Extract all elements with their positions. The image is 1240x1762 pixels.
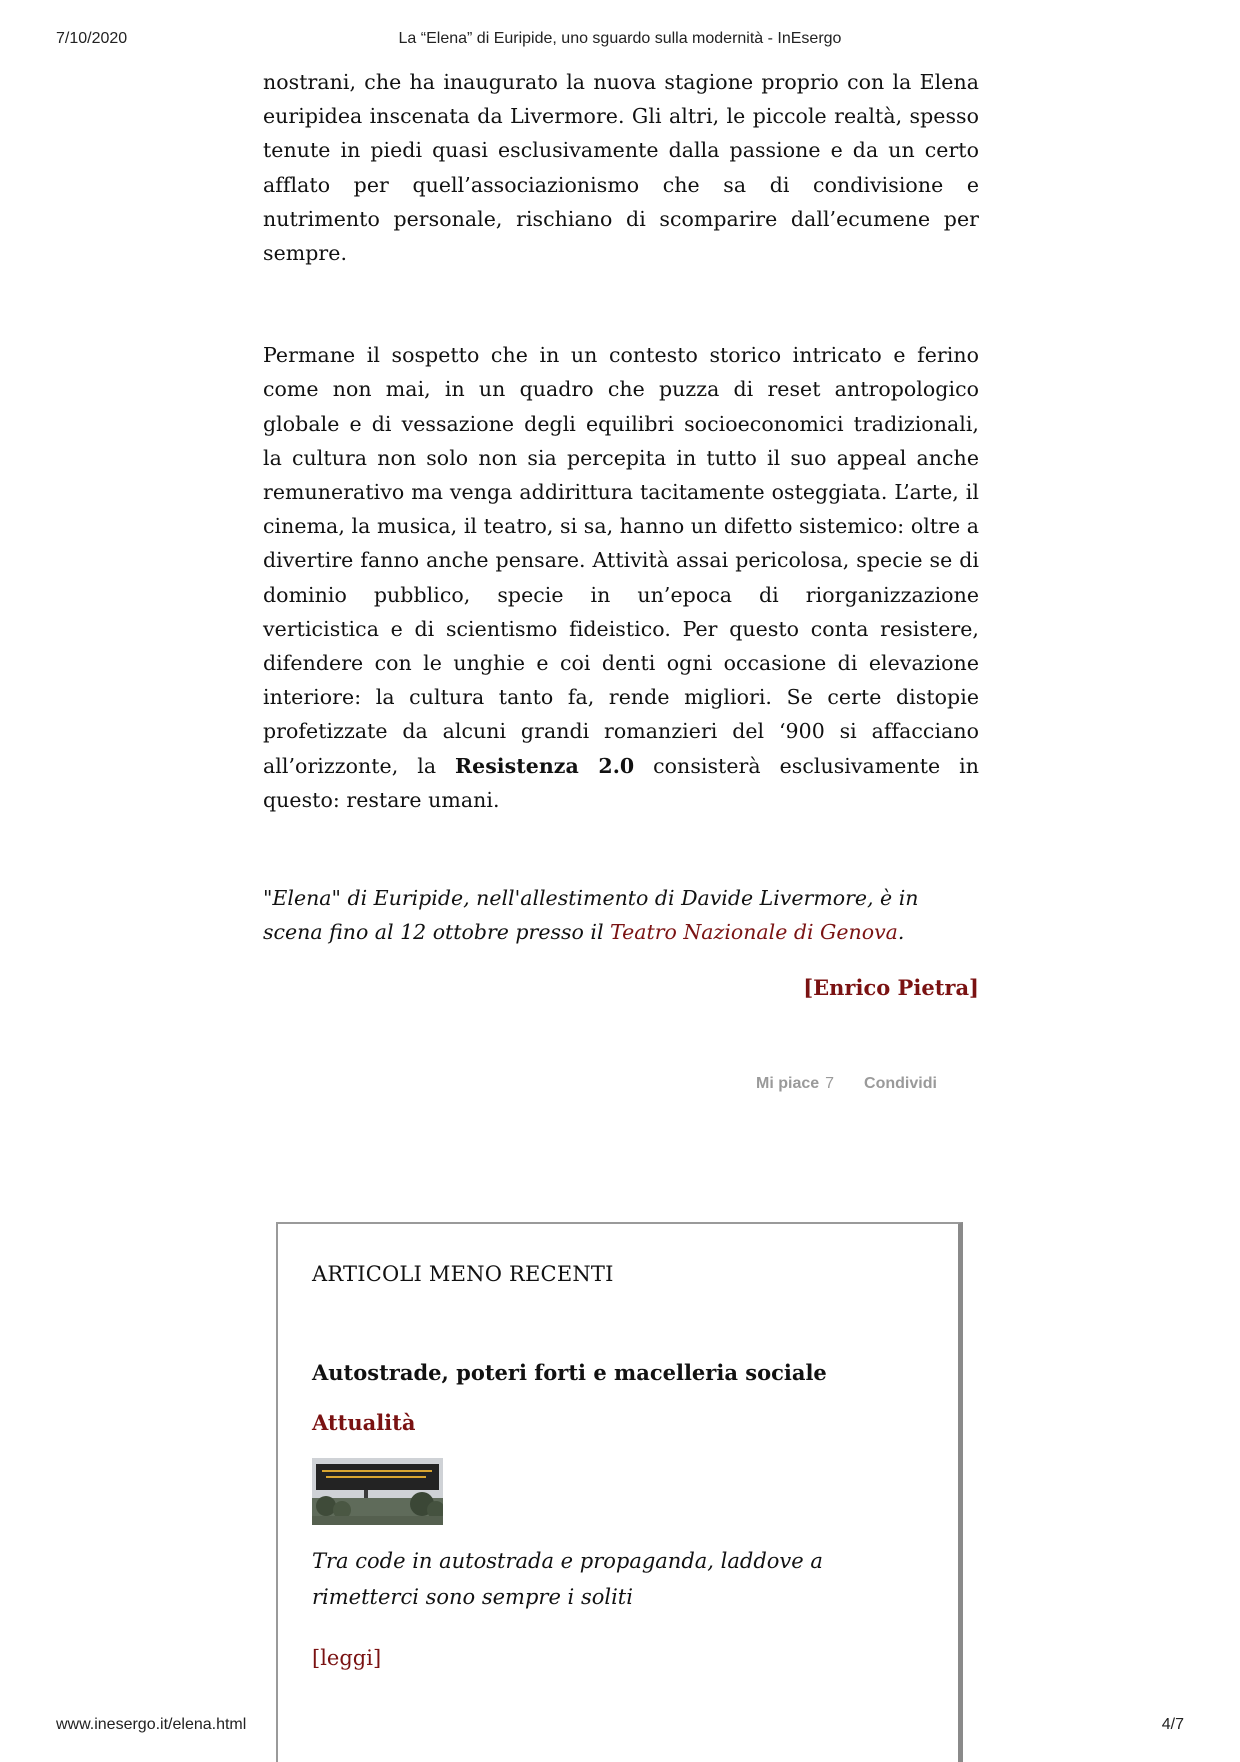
read-more-link[interactable]: [leggi] — [312, 1646, 382, 1670]
related-article-title[interactable]: Autostrade, poteri forti e macelleria sociale — [312, 1360, 827, 1385]
author-byline: [Enrico Pietra] — [803, 975, 979, 1001]
like-count: 7 — [825, 1075, 835, 1092]
like-button[interactable] — [756, 1075, 834, 1092]
related-article-description: Tra code in autostrada e propaganda, laddove a rimetterci sono sempre i soliti — [312, 1549, 823, 1609]
older-articles-box — [276, 1222, 963, 1762]
social-bar — [756, 1075, 937, 1093]
performance-credit — [263, 881, 979, 949]
credit-end: . — [897, 920, 905, 945]
share-button[interactable]: Condividi — [864, 1075, 937, 1092]
print-footer — [0, 1716, 1240, 1738]
print-url: www.inesergo.it/elena.html — [56, 1716, 247, 1733]
print-header — [0, 30, 1240, 52]
print-page-title: La “Elena” di Euripide, uno sguardo sulla modernità - InEsergo — [398, 30, 842, 47]
print-page-number: 4/7 — [1161, 1716, 1184, 1733]
bold-phrase: Resistenza 2.0 — [455, 753, 635, 778]
article-paragraph: nostrani, che ha inaugurato la nuova stagione proprio con la Elena euripidea inscenata da Livermore. Gli altri, le piccole realtà, spesso tenute in piedi quasi esclusivamente dalla passione e da un certo afflato per quell’associazionismo che sa di condivisione e nutrimento personale, rischiano di scomparire dall’ecumene per sempre. — [263, 70, 979, 266]
related-article-category[interactable]: Attualità — [312, 1410, 416, 1435]
related-article-thumbnail[interactable] — [312, 1458, 443, 1525]
paragraph-text: consisterà esclusivamente in questo: restare umani. — [263, 753, 979, 812]
article-body — [263, 65, 979, 1005]
paragraph-text: Permane il sospetto che in un contesto storico intricato e ferino come non mai, in un quadro che puzza di reset antropologico globale e di vessazione degli equilibri socioeconomici tradizionali, la cultura non solo non sia percepita in tutto il suo appeal anche remunerativo ma venga addirittura tacitamente osteggiata. L’arte, il cinema, la musica, il teatro, si sa, hanno un difetto sistemico: oltre a divertire fanno anche pensare. Attività assai pericolosa, specie se di dominio pubblico, specie in un’epoca di riorganizzazione verticistica e di scientismo fideistico. Per questo conta resistere, difendere con le unghie e coi denti ogni occasione di elevazione interiore: la cultura tanto fa, rende migliori. Se certe distopie profetizzate da alcuni grandi romanzieri del ‘900 si affacciano all’orizzonte, la — [263, 343, 979, 778]
credit-text: "Elena" di Euripide, nell'allestimento di Davide Livermore, è in scena fino al 12 ottobre presso il — [263, 886, 919, 945]
older-articles-heading: ARTICOLI MENO RECENTI — [312, 1262, 614, 1286]
like-label: Mi piace — [756, 1075, 820, 1092]
print-date: 7/10/2020 — [56, 30, 128, 47]
theatre-link[interactable]: Teatro Nazionale di Genova — [610, 920, 898, 945]
article-paragraph — [263, 338, 979, 817]
